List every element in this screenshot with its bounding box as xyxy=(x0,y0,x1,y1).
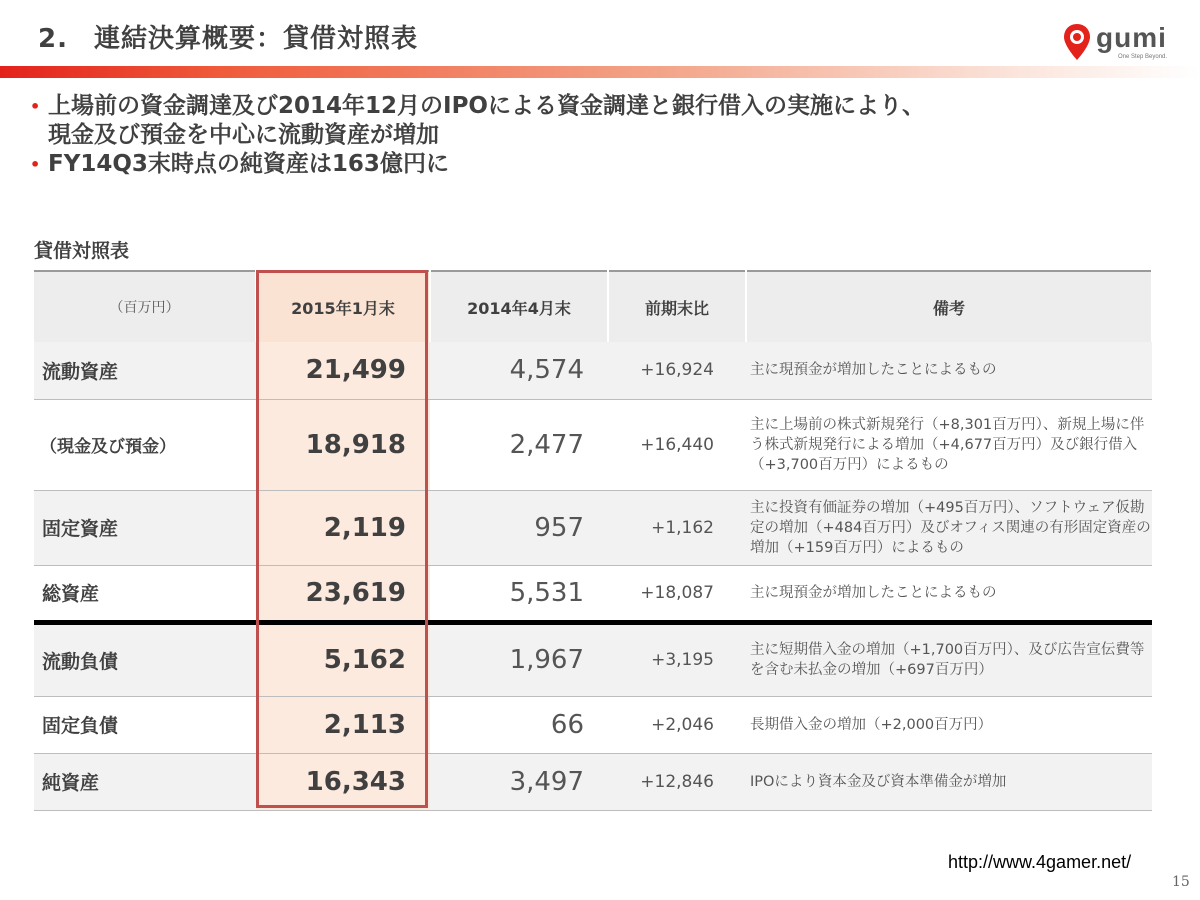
bullet-line: FY14Q3末時点の純資産は163億円に xyxy=(48,151,449,177)
bullet-item xyxy=(30,92,1170,150)
row-note: IPOにより資本金及び資本準備金が増加 xyxy=(746,753,1152,810)
row-label: （現金及び預金） xyxy=(34,399,256,490)
value-previous: 3,497 xyxy=(430,753,608,810)
header-rule xyxy=(0,66,1200,78)
value-current: 16,343 xyxy=(256,753,430,810)
value-previous: 5,531 xyxy=(430,565,608,622)
row-note: 主に現預金が増加したことによるもの xyxy=(746,342,1152,399)
value-current: 2,113 xyxy=(256,696,430,753)
bullet-line: 上場前の資金調達及び2014年12月のIPOによる資金調達と銀行借入の実施により、 xyxy=(48,93,925,119)
slide-title xyxy=(38,18,418,55)
value-change: +2,046 xyxy=(608,696,746,753)
bullet-dot-icon: • xyxy=(30,155,41,174)
value-current: 2,119 xyxy=(256,490,430,565)
row-note: 長期借入金の増加（+2,000百万円） xyxy=(746,696,1152,753)
section-title: 貸借対照表 xyxy=(34,240,130,262)
value-change: +16,924 xyxy=(608,342,746,399)
title-number: 2. xyxy=(38,24,68,54)
value-change: +16,440 xyxy=(608,399,746,490)
table-row xyxy=(34,399,1152,490)
value-change: +12,846 xyxy=(608,753,746,810)
row-label: 流動負債 xyxy=(34,622,256,696)
value-current: 21,499 xyxy=(256,342,430,399)
value-previous: 66 xyxy=(430,696,608,753)
bullet-list xyxy=(30,92,1170,179)
gumi-pin-icon xyxy=(1062,22,1092,62)
header-current-period: 2015年1月末 xyxy=(256,271,430,342)
row-note: 主に短期借入金の増加（+1,700百万円）、及び広告宣伝費等を含む未払金の増加（+697百万円） xyxy=(746,622,1152,696)
value-change: +1,162 xyxy=(608,490,746,565)
table-header-row xyxy=(34,271,1152,342)
balance-sheet-table xyxy=(34,270,1153,811)
value-previous: 957 xyxy=(430,490,608,565)
header-notes: 備考 xyxy=(746,271,1152,342)
title-text: 連結決算概要：貸借対照表 xyxy=(93,24,418,54)
value-previous: 1,967 xyxy=(430,622,608,696)
row-note: 主に投資有価証券の増加（+495百万円）、ソフトウェア仮勘定の増加（+484百万円）及びオフィス関連の有形固定資産の増加（+159百万円）によるもの xyxy=(746,490,1152,565)
row-note: 主に現預金が増加したことによるもの xyxy=(746,565,1152,622)
table-row xyxy=(34,342,1152,399)
table-row xyxy=(34,753,1152,810)
row-label: 純資産 xyxy=(34,753,256,810)
row-label: 固定負債 xyxy=(34,696,256,753)
logo-tagline: One Step Beyond. xyxy=(1118,54,1168,60)
bullet-item xyxy=(30,150,1170,179)
value-previous: 2,477 xyxy=(430,399,608,490)
table-row xyxy=(34,490,1152,565)
table-row xyxy=(34,696,1152,753)
bullet-line: 現金及び預金を中心に流動資産が増加 xyxy=(48,122,439,148)
header-previous-period: 2014年4月末 xyxy=(430,271,608,342)
row-label: 流動資産 xyxy=(34,342,256,399)
gumi-logo xyxy=(1062,20,1182,66)
value-current: 23,619 xyxy=(256,565,430,622)
row-note: 主に上場前の株式新規発行（+8,301百万円）、新規上場に伴う株式新規発行による増加（+4,677百万円）及び銀行借入（+3,700百万円）によるもの xyxy=(746,399,1152,490)
value-current: 5,162 xyxy=(256,622,430,696)
table-row xyxy=(34,565,1152,622)
header-unit: （百万円） xyxy=(34,271,256,342)
value-previous: 4,574 xyxy=(430,342,608,399)
table-row xyxy=(34,622,1152,696)
source-url: http://www.4gamer.net/ xyxy=(948,852,1132,872)
row-label: 固定資産 xyxy=(34,490,256,565)
bullet-dot-icon: • xyxy=(30,97,41,116)
header-change: 前期末比 xyxy=(608,271,746,342)
value-change: +18,087 xyxy=(608,565,746,622)
logo-text: gumi xyxy=(1096,22,1167,53)
page-number: 15 xyxy=(1172,874,1190,890)
value-change: +3,195 xyxy=(608,622,746,696)
row-label: 総資産 xyxy=(34,565,256,622)
value-current: 18,918 xyxy=(256,399,430,490)
